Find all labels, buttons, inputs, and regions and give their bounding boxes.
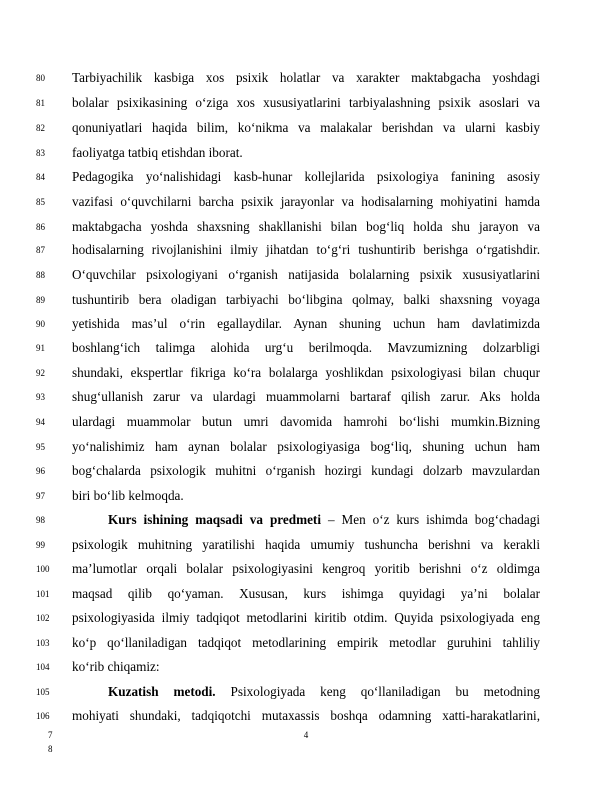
line-number: 92 [36,368,45,378]
body-text-line: maktabgacha yoshda shaxsning shakllanishi bilan bog‘liq holda shu jarayon va [72,219,540,234]
body-text-line: ko‘rib chiqamiz: [72,659,160,674]
line-number: 95 [36,442,45,452]
line-number: 102 [36,613,50,623]
body-text-line: shundaki, ekspertlar fikriga ko‘ra bolalarga yoshlikdan psixologiyasi bilan chuqur [72,365,540,380]
line-number: 80 [36,73,45,83]
body-text-line: bolalar psixikasining o‘ziga xos xususiyatlarini tarbiyalashning psixik asoslari va [72,95,540,110]
line-number: 85 [36,197,45,207]
line-number: 87 [36,245,45,255]
line-number: 103 [36,638,50,648]
line-number: 83 [36,148,45,158]
body-text-line: yo‘nalishimiz ham aynan bolalar psixologiyasiga bog‘liq, shuning uchun ham [72,439,540,454]
section-heading-line [108,510,540,530]
body-text-line: maqsad qilib qo‘yaman. Xususan, kurs ishimga quyidagi ya’ni bolalar [72,586,540,601]
line-number: 8 [48,744,53,754]
line-number: 82 [36,123,45,133]
line-number: 89 [36,295,45,305]
body-text-line: shug‘ullanish zarur va ulardagi muammolarni bartaraf qilish zarur. Aks holda [72,389,540,404]
body-text-line: biri bo‘lib kelmoqda. [72,488,184,503]
line-number: 86 [36,222,45,232]
line-number: 94 [36,417,45,427]
line-number: 7 [48,730,53,740]
body-text-line: qonuniyatlari haqida bilim, ko‘nikma va malakalar berishdan va ularni kasbiy [72,120,540,135]
body-text-line: Pedagogika yo‘nalishidagi kasb-hunar kollejlarida psixologiya fanining asosiy [72,169,540,184]
body-text-line: psixologiyasida ilmiy tadqiqot metodlarini kiritib otdim. Quyida psixologiyada eng [72,610,540,625]
line-number: 93 [36,392,45,402]
line-number: 100 [36,564,50,574]
body-text-line: ko‘p qo‘llaniladigan tadqiqot metodlarining empirik metodlar guruhini tahliliy [72,635,540,650]
body-text-line: mohiyati shundaki, tadqiqotchi mutaxassis boshqa odamning xatti-harakatlarini, [72,708,540,723]
line-number: 88 [36,270,45,280]
body-text-line: vazifasi o‘quvchilarni barcha psixik jarayonlar va hodisalarning mohiyatini hamda [72,194,540,209]
body-text-line: hodisalarning rivojlanishini ilmiy jihatdan to‘g‘ri tushuntirib berishga o‘rgatishdir. [72,242,540,257]
body-text-line: boshlang‘ich talimga alohida urg‘u berilmoqda. Mavzumizning dolzarbligi [72,340,540,355]
line-number: 81 [36,98,45,108]
line-number: 98 [36,515,45,525]
line-number: 97 [36,491,45,501]
body-text-line: Tarbiyachilik kasbiga xos psixik holatlar va xarakter maktabgacha yoshdagi [72,70,540,85]
body-text-line: psixologik muhitning yaratilishi haqida umumiy tushuncha berishni va kerakli [72,537,540,552]
body-text-line: faoliyatga tatbiq etishdan iborat. [72,145,243,160]
section-heading: Kurs ishining maqsadi va predmeti [108,512,321,527]
line-number: 106 [36,711,50,721]
page-number: 4 [303,730,309,740]
body-text-line: bog‘chalarda psixologik muhitni o‘rganish hozirgi kundagi dolzarb mavzulardan [72,463,540,478]
body-text-line: yetishida mas’ul o‘rin egallaydilar. Aynan shuning uchun ham davlatimizda [72,316,540,331]
body-text-line: O‘quvchilar psixologiyani o‘rganish natijasida bolalarning psixik xususiyatlarini [72,267,540,282]
line-number: 104 [36,662,50,672]
body-text-line: ulardagi muammolar butun umri davomida hamrohi bo‘lishi mumkin.Bizning [72,414,540,429]
line-number: 105 [36,687,50,697]
line-number: 96 [36,466,45,476]
section-heading: Kuzatish metodi. [108,684,216,699]
line-number: 101 [36,589,50,599]
line-number: 84 [36,172,45,182]
line-number: 90 [36,319,45,329]
body-text-line: ma’lumotlar orqali bolalar psixologiyasini kengroq yoritib berishni o‘z oldimga [72,561,540,576]
line-number: 99 [36,540,45,550]
line-number: 91 [36,343,45,353]
section-heading-line [108,682,540,702]
body-text-span: Psixologiyada keng qo‘llaniladigan bu metodning [215,684,540,699]
body-text-line: tushuntirib bera oladigan tarbiyachi bo‘libgina qolmay, balki shaxsning voyaga [72,292,540,307]
body-text-span: – Men o‘z kurs ishimda bog‘chadagi [320,512,540,527]
